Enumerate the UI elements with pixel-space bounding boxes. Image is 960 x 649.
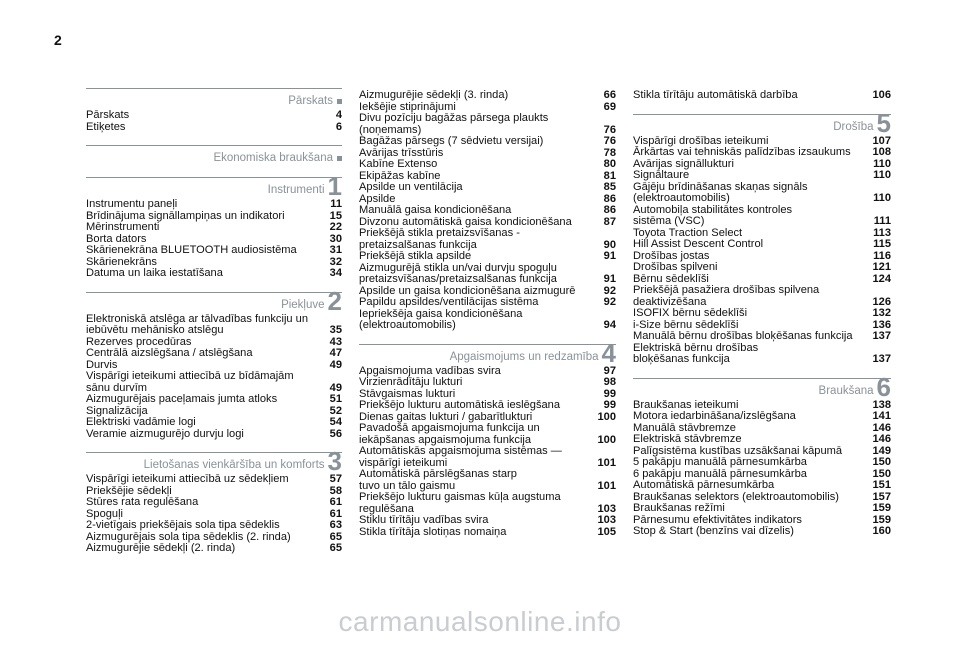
entry-title: Mērinstrumenti — [86, 221, 160, 233]
entry-page-number: 99 — [603, 399, 616, 411]
entry-page-number: 78 — [603, 146, 616, 159]
entry-title: Avārijas signāllukturi — [633, 157, 734, 170]
entry-title: Iepriekšēja gaisa kondicionēšana (elektroautomobilis) — [359, 307, 523, 331]
entry-title: Ekipāžas kabīne — [359, 169, 441, 182]
toc-entry[interactable] — [633, 239, 891, 251]
entry-title: Datuma un laika iestatīšana — [86, 267, 223, 279]
entry-title: Braukšanas selektors (elektroautomobilis) — [633, 490, 839, 503]
toc-entry[interactable] — [86, 497, 342, 509]
entry-title: Veramie aizmugurējo durvju logi — [86, 427, 244, 440]
entry-title: Spoguļi — [86, 507, 124, 520]
entry-title: Skārienekrāns — [86, 255, 157, 268]
entry-page-number: 57 — [329, 473, 342, 485]
entry-title: Priekšējo lukturu gaismas kūļa augstuma regulēšana — [359, 491, 561, 515]
page-number: 2 — [54, 32, 62, 48]
toc-section — [86, 171, 342, 280]
toc-entry[interactable] — [359, 377, 616, 389]
entry-page-number: 51 — [329, 393, 342, 405]
entry-title: Rezerves procedūras — [86, 335, 192, 348]
entry-page-number: 101 — [597, 479, 616, 492]
entry-page-number: 105 — [597, 525, 616, 538]
entry-title: Durvis — [86, 358, 118, 371]
entry-list — [633, 136, 891, 366]
entry-title: Ārkārtas vai tehniskās palīdzības izsaukums — [633, 146, 851, 158]
toc-entry[interactable] — [86, 543, 342, 555]
entry-page-number: 92 — [603, 296, 616, 308]
section-number: 4 — [601, 337, 616, 368]
entry-title: Aizmugurējā stikla un/vai durvju spoguļu pretaizsvīšanas/pretaizsalšanas funkcija — [359, 261, 557, 285]
toc-column-3 — [633, 88, 891, 550]
entry-page-number: 32 — [329, 255, 342, 268]
toc-entry[interactable] — [633, 480, 891, 492]
section-number: 6 — [876, 371, 891, 402]
entry-title: Priekšējo lukturu automātiskā ieslēgšana — [359, 399, 561, 411]
entry-list — [86, 314, 342, 441]
toc-entry[interactable] — [633, 308, 891, 320]
entry-page-number: 66 — [603, 89, 616, 101]
entry-title: Apsilde — [359, 192, 396, 205]
entry-page-number: 69 — [603, 100, 616, 113]
entry-title: Pavadošā apgaismojuma funkcija un iekāpšanas apgaismojuma funkcija — [359, 422, 540, 446]
entry-title: Braukšanas ieteikumi — [633, 398, 739, 411]
toc-section — [633, 107, 891, 366]
toc-entry[interactable] — [359, 228, 616, 251]
entry-title: Stikla tīrītāju automātiskā darbība — [633, 89, 798, 101]
toc-entry[interactable] — [359, 527, 616, 539]
entry-page-number: 160 — [872, 525, 891, 537]
entry-page-number: 97 — [603, 364, 616, 377]
entry-title: Aizmugurējais paceļamais jumta atloks — [86, 393, 278, 405]
entry-title: Instrumentu paneļi — [86, 198, 178, 210]
entry-page-number: 90 — [603, 238, 616, 251]
entry-title: 2-vietīgais priekšējais sola tipa sēdeklis — [86, 519, 280, 531]
entry-page-number: 91 — [603, 250, 616, 262]
entry-title: Priekšējā stikla pretaizsvīšanas - pretaizsalšanas funkcija — [359, 227, 520, 251]
entry-page-number: 61 — [329, 496, 342, 508]
entry-title: Vispārīgi drošības ieteikumi — [633, 134, 769, 147]
entry-title: Stūres rata regulēšana — [86, 496, 199, 508]
toc-entry[interactable] — [633, 411, 891, 423]
entry-title: Automātiskā pārnesumkārba — [633, 479, 775, 491]
entry-page-number: 81 — [603, 169, 616, 182]
entry-title: Etiķetes — [86, 120, 126, 133]
entry-page-number: 92 — [603, 284, 616, 297]
toc-entry[interactable] — [86, 122, 342, 134]
toc-entry[interactable] — [359, 90, 616, 102]
entry-title: 5 pakāpju manuālā pārnesumkārba — [633, 456, 807, 468]
entry-title: Divzonu automātiskā gaisa kondicionēšana — [359, 215, 572, 228]
entry-page-number: 35 — [329, 324, 342, 336]
entry-page-number: 103 — [597, 502, 616, 515]
toc-entry[interactable] — [633, 205, 891, 228]
entry-page-number: 65 — [329, 530, 342, 543]
entry-title: Centrālā aizslēgšana / atslēgšana — [86, 347, 253, 359]
toc-entry[interactable] — [633, 503, 891, 515]
toc-entry[interactable] — [633, 343, 891, 366]
entry-title: Elektriski vadāmie logi — [86, 416, 196, 428]
entry-page-number: 132 — [872, 307, 891, 319]
toc-section — [633, 90, 891, 102]
entry-title: Dienas gaitas lukturi / gabarītlukturi — [359, 410, 533, 423]
entry-title: Toyota Traction Select — [633, 226, 743, 239]
entry-title: Aizmugurējais sola tipa sēdeklis (2. rinda) — [86, 530, 291, 543]
entry-title: Vispārīgi ieteikumi attiecībā uz sēdekļiem — [86, 473, 289, 485]
entry-page-number: 15 — [329, 209, 342, 222]
toc-entry[interactable] — [633, 331, 891, 343]
entry-page-number: 159 — [872, 502, 891, 514]
toc-entry[interactable] — [633, 147, 891, 159]
section-title: Drošība — [833, 120, 874, 133]
toc-entry[interactable] — [86, 371, 342, 394]
toc-column-1 — [86, 88, 342, 567]
toc-entry[interactable] — [633, 434, 891, 446]
entry-page-number: 80 — [603, 158, 616, 170]
entry-page-number: 47 — [329, 347, 342, 359]
entry-title: Braukšanas režīmi — [633, 502, 725, 514]
entry-list — [86, 199, 342, 280]
entry-title: Pārnesumu efektivitātes indikators — [633, 513, 802, 526]
entry-page-number: 58 — [329, 484, 342, 497]
entry-page-number: 65 — [329, 542, 342, 554]
entry-title: Virzienrādītāju lukturi — [359, 376, 463, 388]
entry-page-number: 11 — [330, 198, 342, 210]
entry-title: Avārijas trīsstūris — [359, 146, 444, 159]
entry-page-number: 101 — [597, 456, 616, 469]
toc-entry[interactable] — [359, 182, 616, 194]
entry-page-number: 94 — [603, 319, 616, 331]
section-square-marker-icon — [337, 156, 342, 161]
entry-page-number: 141 — [872, 410, 891, 422]
entry-page-number: 56 — [329, 427, 342, 440]
entry-page-number: 111 — [873, 215, 891, 227]
entry-title: Papildu apsildes/ventilācijas sistēma — [359, 296, 539, 308]
toc-column-2 — [359, 88, 616, 550]
toc-entry[interactable] — [359, 263, 616, 286]
entry-page-number: 6 — [335, 120, 342, 133]
entry-list — [86, 110, 342, 133]
toc-entry[interactable] — [359, 205, 616, 217]
entry-page-number: 85 — [603, 181, 616, 193]
section-header — [86, 171, 342, 201]
section-title: Instrumenti — [267, 184, 325, 196]
toc-entry[interactable] — [86, 417, 342, 429]
entry-page-number: 146 — [872, 433, 891, 445]
entry-page-number: 107 — [872, 134, 891, 147]
section-number: 2 — [327, 285, 342, 316]
section-title: Pārskats — [288, 95, 333, 107]
toc-entry[interactable] — [359, 515, 616, 527]
entry-page-number: 151 — [872, 479, 891, 491]
entry-title: Stikla tīrītāja slotiņas nomaiņa — [359, 525, 507, 538]
toc-entry[interactable] — [633, 90, 891, 102]
toc-section — [359, 337, 616, 539]
entry-page-number: 100 — [597, 410, 616, 423]
entry-page-number: 138 — [872, 398, 891, 411]
entry-page-number: 159 — [872, 513, 891, 526]
toc-entry[interactable] — [359, 469, 616, 492]
entry-title: i-Size bērnu sēdeklīši — [633, 318, 739, 331]
entry-title: Gājēju brīdināšanas skaņas signāls (elektroautomobilis) — [633, 180, 808, 204]
toc-entry[interactable] — [86, 268, 342, 280]
entry-title: Stop & Start (benzīns vai dīzelis) — [633, 525, 794, 537]
entry-page-number: 4 — [335, 109, 342, 121]
section-title: Lietošanas vienkāršība un komforts — [143, 459, 325, 471]
entry-page-number: 100 — [597, 433, 616, 446]
toc-section — [86, 446, 342, 555]
section-header — [633, 107, 891, 138]
entry-title: Brīdinājuma signāllampiņas un indikatori — [86, 209, 285, 222]
entry-page-number: 103 — [597, 514, 616, 526]
entry-page-number: 110 — [873, 157, 891, 170]
entry-title: Automātiskā pārslēgšanas starp tuvo un tālo gaismu — [359, 468, 517, 492]
toc-entry[interactable] — [359, 159, 616, 171]
entry-title: Automobiļa stabilitātes kontroles sistēma (VSC) — [633, 203, 793, 227]
entry-page-number: 86 — [603, 204, 616, 216]
entry-title: Borta dators — [86, 232, 147, 245]
entry-page-number: 86 — [603, 192, 616, 205]
entry-page-number: 76 — [603, 135, 616, 147]
toc-entry[interactable] — [86, 314, 342, 337]
entry-title: Iekšējie stiprinājumi — [359, 100, 456, 113]
entry-title: Manuālā gaisa kondicionēšana — [359, 204, 512, 216]
toc-entry[interactable] — [86, 110, 342, 122]
toc-entry[interactable] — [86, 520, 342, 532]
toc-section — [86, 285, 342, 441]
entry-page-number: 22 — [329, 221, 342, 233]
entry-page-number: 49 — [329, 381, 342, 394]
entry-page-number: 149 — [872, 444, 891, 457]
entry-title: Bagāžas pārsegs (7 sēdvietu versijai) — [359, 135, 544, 147]
toc-entry[interactable] — [633, 170, 891, 182]
entry-page-number: 126 — [872, 295, 891, 308]
toc-section — [633, 371, 891, 538]
entry-title: Apsilde un gaisa kondicionēšana aizmugurē — [359, 284, 576, 297]
toc-entry[interactable] — [86, 429, 342, 441]
toc-entry[interactable] — [359, 113, 616, 136]
entry-title: Elektriskā bērnu drošības bloķēšanas funkcija — [633, 341, 759, 365]
entry-list — [633, 90, 891, 102]
section-square-marker-icon — [337, 99, 342, 104]
entry-title: Manuālā bērnu drošības bloķēšanas funkcija — [633, 330, 853, 342]
section-title: Ekonomiska braukšana — [213, 152, 333, 164]
toc-entry[interactable] — [86, 394, 342, 406]
section-header — [86, 446, 342, 476]
entry-page-number: 121 — [872, 261, 891, 273]
toc-entry[interactable] — [359, 309, 616, 332]
entry-title: Automātiskās apgaismojuma sistēmas — vispārīgi ieteikumi — [359, 445, 562, 469]
entry-title: Stiklu tīrītāju vadības svira — [359, 514, 489, 526]
entry-title: Divu pozīciju bagāžas pārsega plaukts (noņemams) — [359, 112, 549, 136]
toc-entry[interactable] — [86, 245, 342, 257]
toc-entry[interactable] — [633, 526, 891, 538]
entry-title: Kabīne Extenso — [359, 158, 438, 170]
entry-title: Priekšējie sēdekļi — [86, 484, 172, 497]
toc-entry[interactable] — [359, 400, 616, 412]
toc-entry[interactable] — [359, 423, 616, 446]
entry-title: Signāltaure — [633, 169, 690, 181]
entry-page-number: 124 — [872, 272, 891, 285]
section-header — [86, 145, 342, 165]
entry-page-number: 146 — [872, 421, 891, 434]
toc-entry[interactable] — [359, 492, 616, 515]
entry-page-number: 99 — [603, 387, 616, 400]
entry-list — [359, 366, 616, 539]
entry-page-number: 98 — [603, 376, 616, 388]
section-header — [86, 285, 342, 316]
section-header — [633, 371, 891, 402]
toc-entry[interactable] — [359, 446, 616, 469]
entry-title: Bērnu sēdeklīši — [633, 272, 709, 285]
entry-page-number: 30 — [329, 232, 342, 245]
entry-page-number: 110 — [873, 169, 891, 181]
entry-page-number: 54 — [329, 416, 342, 428]
entry-title: 6 pakāpju manuālā pārnesumkārba — [633, 467, 807, 480]
entry-page-number: 136 — [872, 318, 891, 331]
entry-title: Elektroniskā atslēga ar tālvadības funkciju un iebūvētu mehānisko atslēgu — [86, 312, 308, 336]
entry-title: Apsilde un ventilācija — [359, 181, 463, 193]
toc-entry[interactable] — [633, 457, 891, 469]
entry-page-number: 49 — [329, 358, 342, 371]
toc-section — [86, 88, 342, 133]
entry-page-number: 52 — [329, 404, 342, 417]
entry-title: Drošības jostas — [633, 249, 710, 262]
toc-entry[interactable] — [86, 199, 342, 211]
entry-title: Palīgsistēma kustības uzsākšanai kāpumā — [633, 444, 843, 457]
toc-entry[interactable] — [86, 222, 342, 234]
entry-title: Signalizācija — [86, 404, 148, 417]
section-title: Braukšana — [818, 384, 874, 397]
entry-title: Drošības spilveni — [633, 261, 718, 273]
toc-entry[interactable] — [633, 285, 891, 308]
entry-page-number: 116 — [873, 249, 891, 262]
toc-section — [359, 90, 616, 332]
entry-title: Aizmugurējie sēdekļi (3. rinda) — [359, 89, 509, 101]
entry-page-number: 91 — [603, 273, 616, 285]
entry-title: Apgaismojuma vadības svira — [359, 364, 501, 377]
entry-page-number: 150 — [872, 456, 891, 468]
toc-entry[interactable] — [633, 262, 891, 274]
entry-page-number: 61 — [329, 507, 342, 520]
toc-entry[interactable] — [359, 251, 616, 263]
toc-entry[interactable] — [633, 182, 891, 205]
entry-page-number: 108 — [872, 146, 891, 158]
entry-page-number: 150 — [872, 467, 891, 480]
entry-title: Hill Assist Descent Control — [633, 238, 764, 250]
entry-list — [86, 474, 342, 555]
section-title: Piekļuve — [281, 298, 325, 311]
entry-page-number: 106 — [872, 89, 891, 101]
section-number: 3 — [327, 446, 342, 476]
entry-title: Aizmugurējie sēdekļi (2. rinda) — [86, 542, 236, 554]
entry-page-number: 157 — [872, 490, 891, 503]
toc-section — [86, 145, 342, 165]
toc-entry[interactable] — [86, 474, 342, 486]
toc-entry[interactable] — [359, 297, 616, 309]
entry-title: Priekšējā pasažiera drošības spilvena deaktivizēšana — [633, 284, 820, 308]
entry-title: Pārskats — [86, 109, 130, 121]
toc-entry[interactable] — [359, 136, 616, 148]
entry-page-number: 87 — [603, 215, 616, 228]
entry-page-number: 137 — [872, 330, 891, 342]
entry-page-number: 115 — [873, 238, 891, 250]
entry-page-number: 137 — [872, 353, 891, 365]
entry-list — [359, 90, 616, 332]
entry-title: ISOFIX bērnu sēdeklīši — [633, 307, 748, 319]
entry-page-number: 43 — [329, 335, 342, 348]
entry-page-number: 76 — [603, 123, 616, 136]
section-number: 1 — [327, 171, 342, 201]
entry-title: Manuālā stāvbremze — [633, 421, 736, 434]
entry-title: Stāvgaismas lukturi — [359, 387, 456, 400]
entry-page-number: 110 — [873, 192, 891, 204]
entry-page-number: 31 — [329, 244, 342, 256]
watermark: carmanualsonline.info — [338, 606, 622, 637]
section-title: Apgaismojums un redzamība — [449, 350, 599, 363]
section-header — [86, 88, 342, 108]
entry-list — [633, 400, 891, 538]
entry-title: Motora iedarbināšana/izslēgšana — [633, 410, 796, 422]
entry-title: Vispārīgi ieteikumi attiecībā uz bīdāmajām sānu durvīm — [86, 370, 294, 394]
entry-title: Priekšējā stikla apsilde — [359, 250, 472, 262]
entry-page-number: 63 — [329, 519, 342, 531]
entry-title: Elektriskā stāvbremze — [633, 433, 742, 445]
entry-title: Skārienekrāna BLUETOOTH audiosistēma — [86, 244, 297, 256]
toc-entry[interactable] — [86, 348, 342, 360]
section-number: 5 — [876, 107, 891, 138]
entry-page-number: 113 — [873, 226, 891, 239]
entry-page-number: 34 — [329, 267, 342, 279]
section-header — [359, 337, 616, 368]
